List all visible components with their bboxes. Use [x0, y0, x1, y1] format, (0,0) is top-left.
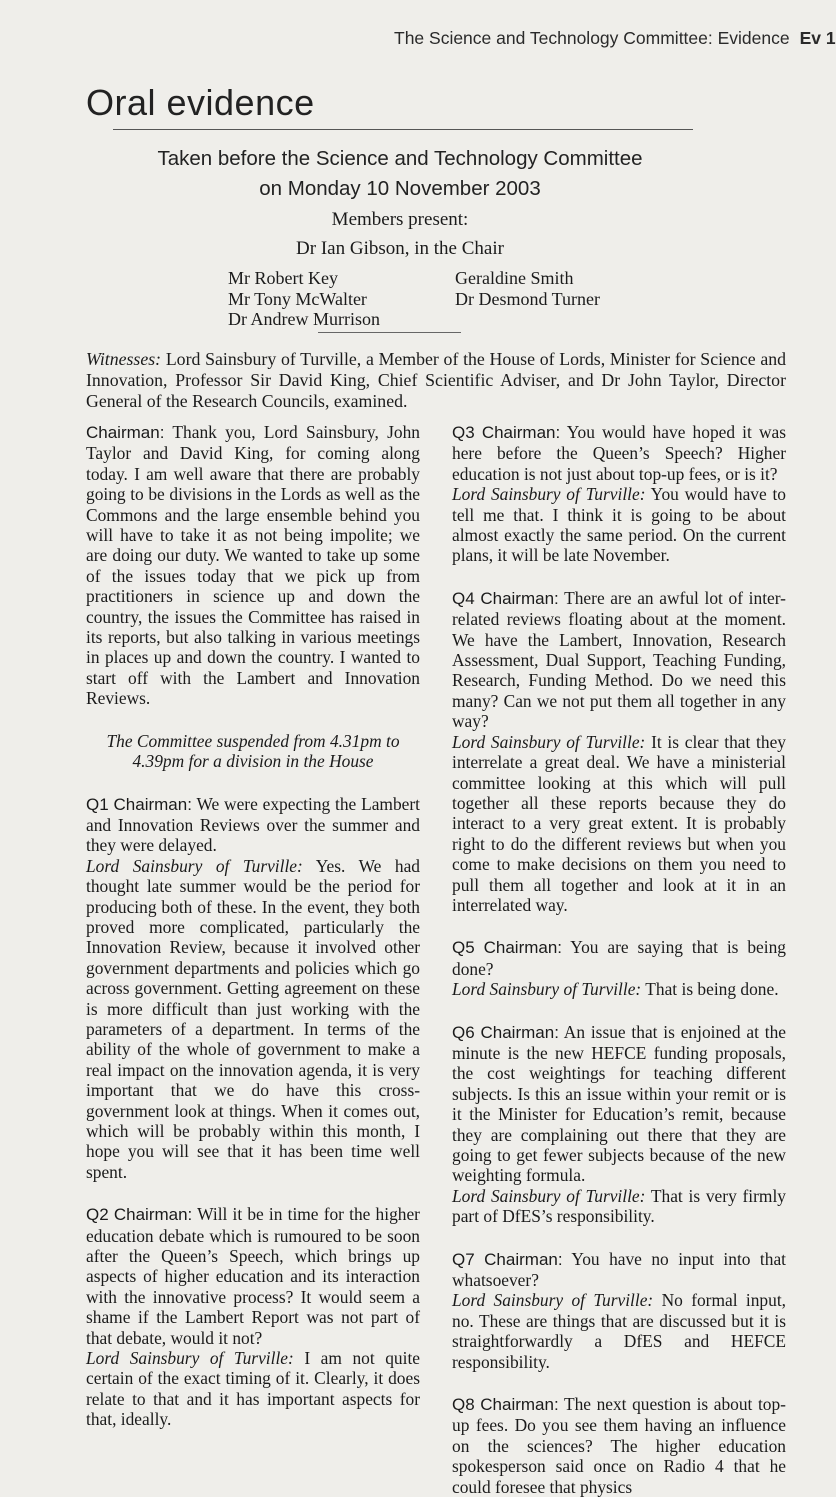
speaker-label: Chairman:	[483, 938, 563, 958]
answer-text: No formal input, no. These are things that are discussed but it is straightforwardly a DfES and HEFCE responsibility.	[452, 1290, 787, 1372]
session-line-2: on Monday 10 November 2003	[259, 177, 541, 200]
question-block-q5	[452, 937, 786, 999]
answer-text: That is very firmly part of DfES’s responsibility.	[452, 1185, 786, 1227]
question-text: Will it be in time for the higher education debate which is rumoured to be soon after the Queen’s Speech, which brings up aspects of higher education and its interaction with the innovative process? It would seem a shame if the Lambert Report was not part of that debate, would it not?	[86, 1204, 420, 1348]
statement-text: Thank you, Lord Sainsbury, John Taylor and David King, for coming along today. I am well aware that there are probably going to be divisions in the Lords as well as the Commons and the large ensemble behind you will have to take it as not being impolite; we are doing our duty. We wanted to take up some of the issues today that we pick up from practitioners in science up and down the country, the issues the Committee has raised in its reports, but also talking in various meetings in places up and down the country. I wanted to start off with the Lambert and Innovation Reviews.	[86, 422, 420, 709]
question-number: Q5	[452, 938, 475, 958]
question-block-q4	[452, 588, 786, 916]
question-text: An issue that is enjoined at the minute is the new HEFCE funding proposals, the cost weightings for teaching different subjects. Is this an issue within your remit or is it the Minister for Education’s remit, because they are complaining out there that they are going to get fewer subjects because of the new weighting formula.	[452, 1021, 787, 1186]
member-name: Mr Robert Key	[228, 268, 338, 288]
witnesses-label: Witnesses:	[86, 349, 162, 369]
question-block-q6	[452, 1022, 786, 1227]
member-name: Geraldine Smith	[455, 268, 574, 288]
question-text: You have no input into that whatsoever?	[452, 1248, 787, 1291]
running-head	[394, 28, 836, 49]
answer-speaker: Lord Sainsbury of Turville:	[452, 484, 646, 505]
answer-speaker: Lord Sainsbury of Turville:	[452, 1185, 646, 1206]
question-block-q1	[86, 794, 420, 1183]
question-number: Q1	[86, 794, 109, 814]
question-text: The next question is about top-up fees. Do you see them having an influence on the sciences? The higher education spokesperson said once on Radio 4 that he could foresee that physics	[452, 1394, 786, 1497]
question-text: You would have hoped it was here before the Queen’s Speech? Higher education is not just about top-up fees, or is it?	[452, 422, 786, 484]
question-number: Q3	[452, 423, 475, 442]
division-note: The Committee suspended from 4.31pm to 4.39pm for a division in the House	[106, 730, 400, 772]
session-line-1: Taken before the Science and Technology Committee	[157, 147, 643, 170]
question-number: Q2	[86, 1205, 109, 1225]
question-number: Q7	[452, 1249, 475, 1269]
session-heading	[100, 144, 700, 204]
text-column-left	[86, 422, 420, 1430]
members-list-right	[455, 268, 600, 309]
speaker-label: Chairman:	[113, 1205, 193, 1225]
members-present-label: Members present:	[331, 209, 469, 230]
question-number: Q6	[452, 1022, 475, 1042]
question-block-q2	[86, 1204, 420, 1429]
speaker-label: Chairman:	[86, 423, 165, 442]
intro-paragraph	[86, 422, 420, 709]
section-title: Oral evidence	[86, 82, 315, 123]
running-head-title: The Science and Technology Committee: Evidence	[394, 28, 790, 48]
chair-line: Dr Ian Gibson, in the Chair	[296, 238, 504, 259]
answer-text: It is clear that they interrelate a great deal. We have a ministerial committee looking at this which will pull together all these reports because they do interact to a very great extent. It is probably right to do the different reviews but when you come to make decisions on them you need to pull them all together and look at it in an interrelated way.	[452, 731, 786, 915]
speaker-label: Chairman:	[480, 1022, 559, 1042]
speaker-label: Chairman:	[480, 588, 559, 608]
answer-speaker: Lord Sainsbury of Turville:	[452, 731, 646, 752]
members-list-left	[228, 268, 380, 330]
question-block-q8	[452, 1394, 786, 1497]
witnesses-text: Lord Sainsbury of Turville, a Member of the House of Lords, Minister for Science and Innovation, Professor Sir David King, Chief Scientific Adviser, and Dr John Taylor, Director General of the Research Councils, examined.	[86, 349, 786, 411]
question-text: You are saying that is being done?	[452, 937, 786, 979]
page-reference: Ev 1	[799, 28, 836, 48]
answer-text: You would have to tell me that. I think it is going to be about almost exactly the same period. On the current plans, it will be late November.	[452, 484, 787, 566]
question-text: There are an awful lot of inter-related reviews floating about at the moment. We have the Lambert, Innovation, Research Assessment, Dual Support, Teaching Funding, Research, Funding Method. Do we need this many? Can we not put them all together in any way?	[452, 587, 786, 732]
member-name: Mr Tony McWalter	[228, 288, 367, 309]
question-text: We were expecting the Lambert and Innovation Reviews over the summer and they were delayed.	[86, 793, 420, 856]
speaker-label: Chairman:	[480, 1395, 559, 1415]
witnesses-paragraph	[86, 349, 786, 412]
divider	[318, 332, 461, 333]
speaker-label: Chairman:	[484, 1249, 563, 1269]
text-column-right	[452, 422, 786, 1497]
speaker-label: Chairman:	[481, 423, 561, 442]
question-block-q3	[452, 422, 786, 566]
answer-text: Yes. We had thought late summer would be the period for producing both of these. In the event, they both proved more complicated, particularly the Innovation Review, because it involved other government departments and policies which go across government. Getting agreement on these is more difficult than just working with the parameters of a department. In terms of the ability of the whole of government to make a real impact on the innovation agenda, it is very important that we do have this cross-government look at things. When it comes out, which will be probably within this month, I hope you will see that it has been time well spent.	[86, 855, 420, 1182]
answer-speaker: Lord Sainsbury of Turville:	[452, 979, 642, 1000]
answer-text: I am not quite certain of the exact timing of it. Clearly, it does relate to that and it has important aspects for that, ideally.	[86, 1348, 420, 1430]
member-name: Dr Desmond Turner	[455, 288, 601, 309]
speaker-label: Chairman:	[113, 794, 192, 814]
member-name: Dr Andrew Murrison	[228, 309, 380, 329]
answer-speaker: Lord Sainsbury of Turville:	[86, 1348, 294, 1369]
question-number: Q8	[452, 1395, 475, 1415]
answer-speaker: Lord Sainsbury of Turville:	[452, 1290, 654, 1311]
question-number: Q4	[452, 588, 475, 608]
answer-text: That is being done.	[645, 979, 779, 1000]
question-block-q7	[452, 1249, 786, 1372]
divider	[113, 129, 693, 130]
answer-speaker: Lord Sainsbury of Turville:	[86, 855, 303, 876]
